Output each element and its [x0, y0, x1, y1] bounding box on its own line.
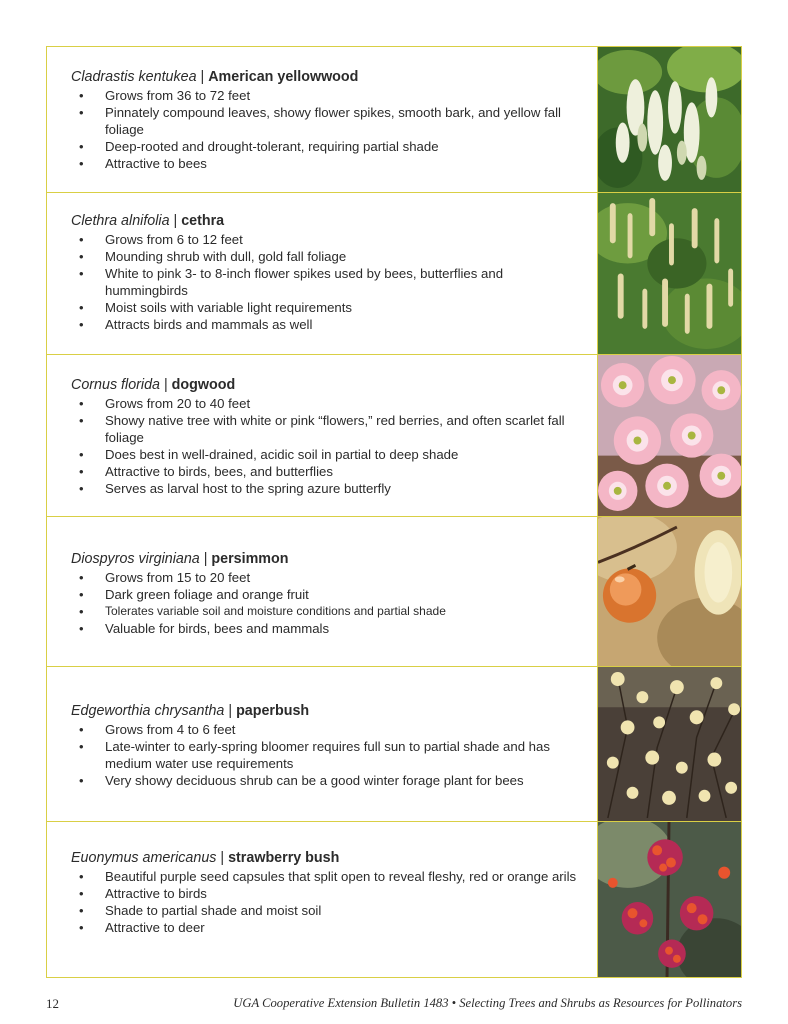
plant-heading [71, 213, 579, 230]
common-name: American yellowwood [208, 69, 359, 85]
plant-fact: • Grows from 6 to 12 feet [105, 231, 579, 248]
clethra-flower-spikes-photo [598, 193, 741, 354]
paperbush-blooms-photo [598, 667, 741, 821]
plant-row-strawberry-bush [47, 822, 741, 977]
plant-fact: • Tolerates variable soil and moisture conditions and partial shade [105, 603, 579, 620]
plant-row-dogwood [47, 355, 741, 517]
plant-fact: • Dark green foliage and orange fruit [105, 586, 579, 603]
strawberry-bush-capsules-photo [598, 822, 741, 977]
plant-heading [71, 850, 579, 867]
plant-facts-list [71, 868, 579, 936]
scientific-name: Cladrastis kentukea [71, 69, 197, 85]
persimmon-fruit-photo [598, 517, 741, 666]
plant-fact: • Attractive to birds [105, 885, 579, 902]
plant-row-persimmon [47, 517, 741, 667]
plant-description [47, 822, 598, 977]
scientific-name: Clethra alnifolia [71, 213, 170, 229]
scientific-name: Edgeworthia chrysantha [71, 703, 225, 719]
common-name: strawberry bush [228, 850, 340, 866]
plant-heading [71, 551, 579, 568]
plant-fact: • Attractive to bees [105, 155, 579, 172]
plant-fact: • Mounding shrub with dull, gold fall foliage [105, 248, 579, 265]
scientific-name: Euonymus americanus [71, 850, 217, 866]
publication-footer: UGA Cooperative Extension Bulletin 1483 • Selecting Trees and Shrubs as Resources for Pollinators [233, 996, 742, 1010]
plant-table [46, 46, 742, 978]
common-name: paperbush [236, 703, 310, 719]
plant-fact: • Attractive to deer [105, 919, 579, 936]
plant-fact: • Grows from 15 to 20 feet [105, 569, 579, 586]
plant-fact: • Shade to partial shade and moist soil [105, 902, 579, 919]
name-separator: | [216, 850, 229, 866]
plant-fact: • Does best in well-drained, acidic soil in partial to deep shade [105, 446, 579, 463]
plant-row-yellowwood [47, 47, 741, 193]
plant-description [47, 355, 598, 516]
common-name: persimmon [211, 551, 289, 567]
plant-fact: • Attracts birds and mammals as well [105, 316, 579, 333]
name-separator: | [199, 551, 212, 567]
pink-dogwood-blossoms-photo [598, 355, 741, 516]
plant-description [47, 667, 598, 821]
plant-fact: • Serves as larval host to the spring azure butterfly [105, 480, 579, 497]
name-separator: | [196, 69, 209, 85]
plant-description [47, 193, 598, 354]
plant-heading [71, 703, 579, 720]
common-name: cethra [181, 213, 225, 229]
plant-row-paperbush [47, 667, 741, 822]
plant-heading [71, 377, 579, 394]
plant-facts-list [71, 395, 579, 497]
common-name: dogwood [171, 377, 236, 393]
plant-fact: • Valuable for birds, bees and mammals [105, 620, 579, 637]
yellowwood-flowers-photo [598, 47, 741, 192]
name-separator: | [160, 377, 172, 393]
plant-fact: • Attractive to birds, bees, and butterflies [105, 463, 579, 480]
plant-fact: • Grows from 36 to 72 feet [105, 87, 579, 104]
plant-fact: • Beautiful purple seed capsules that split open to reveal fleshy, red or orange arils [105, 868, 579, 885]
plant-heading [71, 69, 579, 86]
plant-fact: • Pinnately compound leaves, showy flower spikes, smooth bark, and yellow fall foliage [105, 104, 579, 138]
plant-fact: • Moist soils with variable light requirements [105, 299, 579, 316]
plant-fact: • Showy native tree with white or pink “flowers,” red berries, and often scarlet fall foliage [105, 412, 579, 446]
name-separator: | [224, 703, 237, 719]
page-number: 12 [46, 996, 59, 1011]
name-separator: | [169, 213, 182, 229]
plant-fact: • Deep-rooted and drought-tolerant, requiring partial shade [105, 138, 579, 155]
plant-description [47, 517, 598, 666]
plant-fact: • Very showy deciduous shrub can be a good winter forage plant for bees [105, 772, 579, 789]
plant-fact: • White to pink 3- to 8-inch flower spikes used by bees, butterflies and hummingbirds [105, 265, 579, 299]
plant-fact: • Grows from 20 to 40 feet [105, 395, 579, 412]
plant-facts-list [71, 87, 579, 172]
plant-fact: • Late-winter to early-spring bloomer requires full sun to partial shade and has medium water use requirements [105, 738, 579, 772]
plant-facts-list [71, 721, 579, 789]
plant-fact: • Grows from 4 to 6 feet [105, 721, 579, 738]
plant-facts-list [71, 231, 579, 333]
scientific-name: Cornus florida [71, 377, 160, 393]
plant-facts-list [71, 569, 579, 637]
plant-row-clethra [47, 193, 741, 355]
scientific-name: Diospyros virginiana [71, 551, 200, 567]
plant-description [47, 47, 598, 192]
